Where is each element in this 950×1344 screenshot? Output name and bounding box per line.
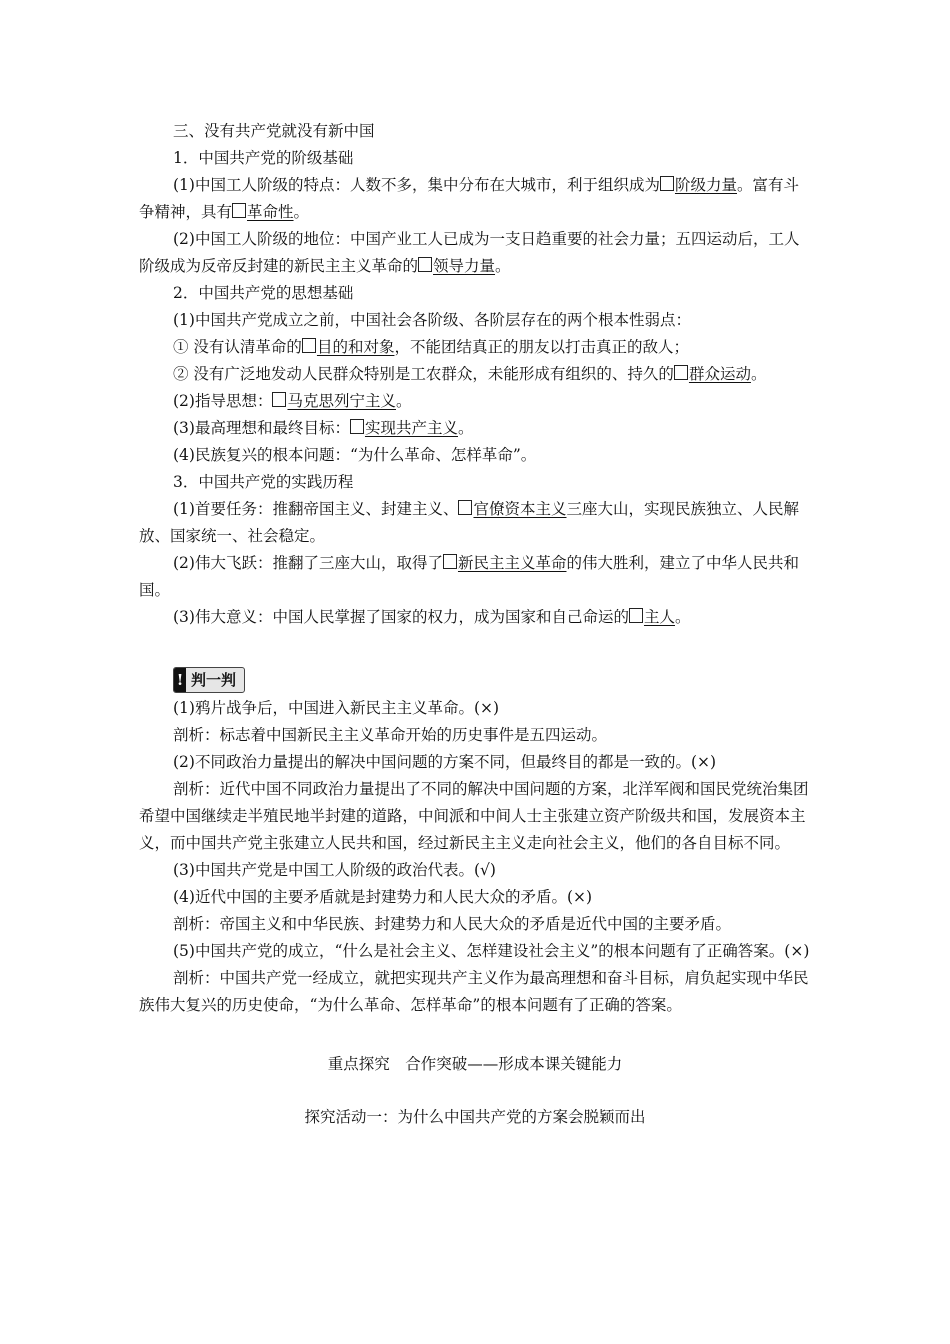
exclamation-icon: ! — [174, 668, 186, 692]
fill-blank-goals-targets: 目的和对象 — [302, 338, 395, 356]
answer-box-icon — [350, 419, 364, 434]
paragraph-highest-ideal: (3)最高理想和最终目标： 实现共产主义。 — [173, 419, 474, 437]
judge-analysis-5: 剖析：中国共产党一经成立，就把实现共产主义作为最高理想和奋斗目标，肩负起实现中华民族伟大复兴的历史使命，“为什么革命、怎样革命”的根本问题有了正确的答案。 — [139, 969, 809, 1014]
fill-blank-class-force: 阶级力量 — [660, 176, 737, 194]
focus-section-title: 重点探究 合作突破——形成本课关键能力 — [327, 1055, 623, 1073]
judge-analysis-2: 剖析：近代中国不同政治力量提出了不同的解决中国问题的方案，北洋军阀和国民党统治集团希望中国继续走半殖民地半封建的道路，中间派和中间人士主张建立资产阶级共和国，发展资本主义，而中国共产党主张建立人民共和国，经过新民主主义走向社会主义，他们的各自目标不同。 — [139, 780, 809, 852]
fill-blank-masters: 主人 — [629, 608, 675, 626]
answer-box-icon — [232, 203, 246, 218]
paragraph-great-leap: (2)伟大飞跃：推翻了三座大山，取得了 新民主主义革命的伟大胜利，建立了中华人民共和国。 — [139, 554, 799, 599]
answer-box-icon — [272, 392, 286, 407]
answer-box-icon — [674, 365, 688, 380]
judge-question-3: (3)中国共产党是中国工人阶级的政治代表。(√) — [173, 861, 496, 879]
judge-question-4: (4)近代中国的主要矛盾就是封建势力和人民大众的矛盾。(×) — [173, 888, 593, 906]
answer-box-icon — [418, 257, 432, 272]
answer-box-icon — [660, 176, 674, 191]
paragraph-weakness-1: ① 没有认清革命的 目的和对象，不能团结真正的朋友以打击真正的敌人； — [173, 338, 689, 356]
paragraph-fundamental-question: (4)民族复兴的根本问题：“为什么革命、怎样革命”。 — [173, 446, 537, 464]
fill-blank-leading-force: 领导力量 — [418, 257, 495, 275]
fill-blank-new-democratic-revolution: 新民主主义革命 — [443, 554, 567, 572]
paragraph-worker-status: (2)中国工人阶级的地位：中国产业工人已成为一支日趋重要的社会力量；五四运动后，工人阶级成为反帝反封建的新民主主义革命的 领导力量。 — [139, 230, 800, 275]
answer-box-icon — [302, 338, 316, 353]
document-page — [139, 118, 811, 1131]
paragraph-primary-task: (1)首要任务：推翻帝国主义、封建主义、 官僚资本主义三座大山，实现民族独立、人民解放、国家统一、社会稳定。 — [139, 500, 799, 545]
subheading-class-basis: 1．中国共产党的阶级基础 — [173, 149, 354, 167]
fill-blank-revolutionary: 革命性 — [232, 203, 294, 221]
answer-box-icon — [443, 554, 457, 569]
paragraph-weakness-2: ② 没有广泛地发动人民群众特别是工农群众，未能形成有组织的、持久的 群众运动。 — [173, 365, 767, 383]
subheading-practice: 3．中国共产党的实践历程 — [173, 473, 354, 491]
paragraph-weaknesses: (1)中国共产党成立之前，中国社会各阶级、各阶层存在的两个根本性弱点： — [173, 311, 691, 329]
fill-blank-bureaucrat-capitalism: 官僚资本主义 — [458, 500, 566, 518]
judge-question-1: (1)鸦片战争后，中国进入新民主主义革命。(×) — [173, 699, 500, 717]
paragraph-worker-traits: (1)中国工人阶级的特点：人数不多，集中分布在大城市，利于组织成为 阶级力量。富有斗争精神，具有 革命性。 — [139, 176, 799, 221]
answer-box-icon — [629, 608, 643, 623]
judge-badge — [173, 667, 245, 693]
fill-blank-marxism: 马克思列宁主义 — [272, 392, 396, 410]
judge-question-5: (5)中国共产党的成立，“什么是社会主义、怎样建设社会主义”的根本问题有了正确答案。(×) — [173, 942, 810, 960]
activity-title: 探究活动一：为什么中国共产党的方案会脱颖而出 — [304, 1108, 646, 1126]
section-heading: 三、没有共产党就没有新中国 — [173, 122, 375, 140]
judge-analysis-1: 剖析：标志着中国新民主主义革命开始的历史事件是五四运动。 — [173, 726, 608, 744]
answer-box-icon — [458, 500, 472, 515]
paragraph-significance: (3)伟大意义：中国人民掌握了国家的权力，成为国家和自己命运的 主人。 — [173, 608, 691, 626]
fill-blank-mass-movement: 群众运动 — [674, 365, 751, 383]
judge-analysis-4: 剖析：帝国主义和中华民族、封建势力和人民大众的矛盾是近代中国的主要矛盾。 — [173, 915, 732, 933]
fill-blank-communism: 实现共产主义 — [350, 419, 458, 437]
judge-question-2: (2)不同政治力量提出的解决中国问题的方案不同，但最终目的都是一致的。(×) — [173, 753, 717, 771]
subheading-ideological-basis: 2．中国共产党的思想基础 — [173, 284, 354, 302]
judge-badge-label: 判一判 — [191, 670, 237, 689]
paragraph-guiding-thought: (2)指导思想： 马克思列宁主义。 — [173, 392, 412, 410]
